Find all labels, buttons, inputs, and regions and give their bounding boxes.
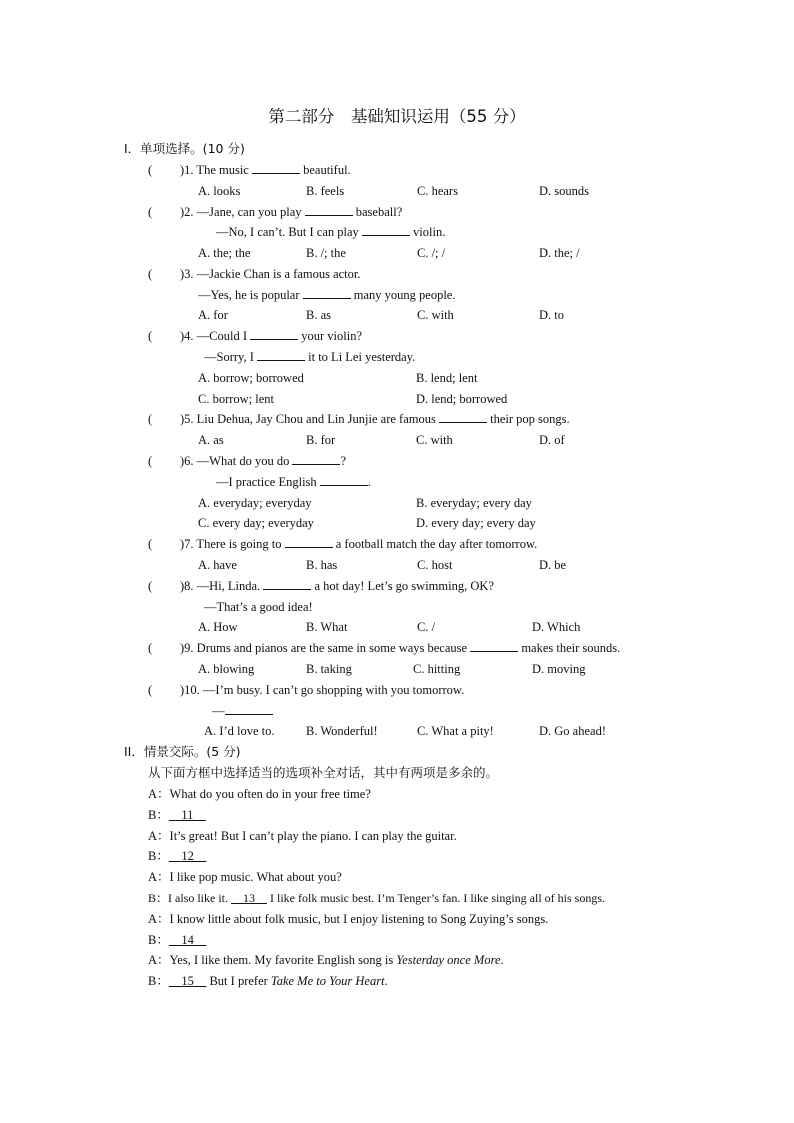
q4-option-c[interactable]: C. borrow; lent	[198, 392, 275, 406]
dialogue-line-10[interactable]: B： 15 But I prefer Take Me to Your Heart.	[148, 974, 388, 988]
q3-option-a[interactable]: A. for	[198, 308, 228, 322]
q4-option-b[interactable]: B. lend; lent	[416, 371, 478, 385]
q10-option-c[interactable]: C. What a pity!	[417, 724, 494, 738]
question-8-line2: —That’s a good idea!	[204, 600, 313, 614]
q5-option-d[interactable]: D. of	[539, 433, 565, 447]
question-4-line2: —Sorry, I it to Li Lei yesterday.	[204, 350, 416, 364]
q6-option-d[interactable]: D. every day; every day	[416, 516, 536, 530]
section-2-heading: II．情景交际。(5 分)	[124, 744, 241, 759]
q3-option-d[interactable]: D. to	[539, 308, 564, 322]
q1-option-d[interactable]: D. sounds	[539, 184, 590, 198]
dialogue-line-4[interactable]: B： 12	[148, 849, 194, 863]
question-6-line2: —I practice English .	[216, 475, 371, 489]
answer-paren[interactable]: (	[148, 537, 153, 551]
question-3-line2: —Yes, he is popular many young people.	[198, 288, 456, 302]
q4-option-d[interactable]: D. lend; borrowed	[416, 392, 508, 406]
question-2-line2: —No, I can’t. But I can play violin.	[216, 225, 446, 239]
dialogue-line-6[interactable]: B：I also like it. 13 I like folk music best. I’m Tenger’s fan. I like singing all of his songs.	[148, 891, 606, 905]
q1-option-c[interactable]: C. hears	[417, 184, 458, 198]
q8-option-c[interactable]: C. /	[417, 620, 436, 634]
q8-option-d[interactable]: D. Which	[532, 620, 581, 634]
question-10: )10. —I’m busy. I can’t go shopping with you tomorrow.	[180, 683, 465, 697]
q10-option-d[interactable]: D. Go ahead!	[539, 724, 606, 738]
question-10-line2: —	[212, 703, 273, 719]
q2-option-a[interactable]: A. the; the	[198, 246, 251, 260]
q9-option-b[interactable]: B. taking	[306, 662, 352, 676]
q6-option-c[interactable]: C. every day; everyday	[198, 516, 314, 530]
q2-option-d[interactable]: D. the; /	[539, 246, 580, 260]
answer-paren[interactable]: (	[148, 412, 153, 426]
q1-option-b[interactable]: B. feels	[306, 184, 345, 198]
answer-paren[interactable]: (	[148, 267, 153, 281]
dialogue-line-1: A：What do you often do in your free time?	[148, 787, 371, 801]
answer-paren[interactable]: (	[148, 579, 153, 593]
question-7: )7. There is going to a football match the day after tomorrow.	[180, 537, 538, 551]
q3-option-c[interactable]: C. with	[417, 308, 454, 322]
dialogue-line-7: A：I know little about folk music, but I enjoy listening to Song Zuying’s songs.	[148, 912, 549, 926]
dialogue-line-2[interactable]: B： 11	[148, 808, 194, 822]
q6-option-b[interactable]: B. everyday; every day	[416, 496, 532, 510]
q2-option-b[interactable]: B. /; the	[306, 246, 346, 260]
q5-option-b[interactable]: B. for	[306, 433, 336, 447]
q1-option-a[interactable]: A. looks	[198, 184, 241, 198]
q6-option-a[interactable]: A. everyday; everyday	[198, 496, 312, 510]
song-title: Take Me to Your Heart	[270, 974, 385, 988]
q9-option-a[interactable]: A. blowing	[198, 662, 255, 676]
answer-paren[interactable]: (	[148, 641, 153, 655]
q5-option-a[interactable]: A. as	[198, 433, 224, 447]
q7-option-a[interactable]: A. have	[198, 558, 237, 572]
answer-paren[interactable]: (	[148, 205, 153, 219]
q5-option-c[interactable]: C. with	[416, 433, 453, 447]
answer-paren[interactable]: (	[148, 163, 153, 177]
q4-option-a[interactable]: A. borrow; borrowed	[198, 371, 304, 385]
dialogue-line-5: A：I like pop music. What about you?	[148, 870, 342, 884]
answer-paren[interactable]: (	[148, 329, 153, 343]
question-8: )8. —Hi, Linda. a hot day! Let’s go swimming, OK?	[180, 579, 494, 593]
question-9: )9. Drums and pianos are the same in some ways because makes their sounds.	[180, 641, 621, 655]
question-2: )2. —Jane, can you play baseball?	[180, 205, 403, 219]
question-6: )6. —What do you do ?	[180, 454, 347, 468]
question-1: )1. The music beautiful.	[180, 163, 351, 177]
q9-option-c[interactable]: C. hitting	[413, 662, 461, 676]
page-title: 第二部分 基础知识运用（55 分）	[268, 107, 526, 126]
question-4: )4. —Could I your violin?	[180, 329, 363, 343]
q9-option-d[interactable]: D. moving	[532, 662, 586, 676]
song-title: Yesterday once More	[396, 953, 501, 967]
question-5: )5. Liu Dehua, Jay Chou and Lin Junjie are famous their pop songs.	[180, 412, 570, 426]
section-1-heading: I．单项选择。(10 分)	[124, 141, 245, 156]
dialogue-line-9: A：Yes, I like them. My favorite English song is Yesterday once More.	[148, 953, 504, 967]
section-2-instruction: 从下面方框中选择适当的选项补全对话，其中有两项是多余的。	[148, 765, 499, 780]
q7-option-b[interactable]: B. has	[306, 558, 338, 572]
answer-paren[interactable]: (	[148, 683, 153, 697]
q8-option-a[interactable]: A. How	[198, 620, 238, 634]
q10-option-b[interactable]: B. Wonderful!	[306, 724, 378, 738]
q7-option-d[interactable]: D. be	[539, 558, 567, 572]
dialogue-line-3: A：It’s great! But I can’t play the piano. I can play the guitar.	[148, 829, 457, 843]
q3-option-b[interactable]: B. as	[306, 308, 331, 322]
answer-paren[interactable]: (	[148, 454, 153, 468]
q7-option-c[interactable]: C. host	[417, 558, 453, 572]
question-3: )3. —Jackie Chan is a famous actor.	[180, 267, 361, 281]
q2-option-c[interactable]: C. /; /	[417, 246, 446, 260]
q8-option-b[interactable]: B. What	[306, 620, 348, 634]
q10-option-a[interactable]: A. I’d love to.	[204, 724, 275, 738]
dialogue-line-8[interactable]: B： 14	[148, 933, 194, 947]
